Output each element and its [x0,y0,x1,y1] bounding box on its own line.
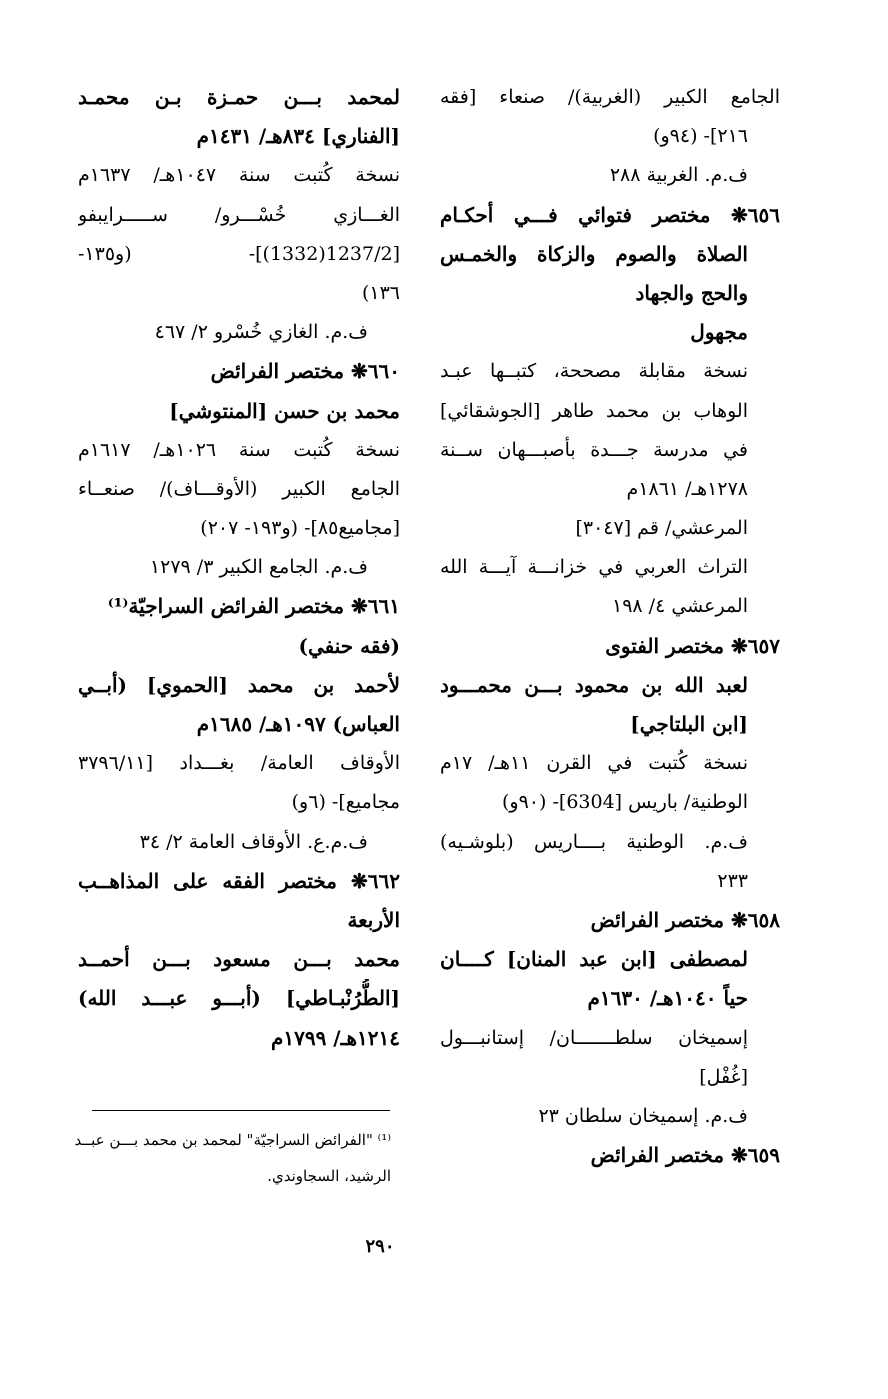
left-column-line: [الطُّرُنْبـاطي] (أبـــو عبـــد الله) [78,986,400,1011]
left-column-line: الجامع الكبير (الأوقـــاف)/ صنعــاء [78,477,400,500]
right-column-line: ٢٣٣ [717,869,748,892]
right-column-line: [غُفْل] [699,1065,748,1088]
right-column-line: ٢١٦]- (٩٤و) [653,125,748,148]
left-column-line: ٦٦٢❋ مختصر الفقه على المذاهــب [78,868,400,893]
left-column-line: [1237/2(1332)]- (و١٣٥- [78,242,400,265]
right-column-line: إسميخان سلطـــــــان/ إستانبـــول [440,1026,748,1049]
left-column-line: لمحمد بـــن حمـزة بـن محمـد [78,85,400,109]
right-column-line: الصلاة والصوم والزكاة والخمـس [440,241,748,266]
right-column-line: التراث العربي في خزانـــة آيـــة الله [440,556,748,579]
right-column-line: ٦٥٧❋ مختصر الفتوى [605,633,780,658]
right-column [440,78,780,1175]
right-column-line: ف.م. إسميخان سلطان ٢٣ [538,1104,748,1127]
left-column-line: ف.م. الجامع الكبير ٣/ ١٢٧٩ [149,556,368,579]
left-column-line: [مجاميع٨٥]- (و١٩٣- ٢٠٧) [200,517,400,540]
left-column-line: الأربعة [347,907,400,932]
left-column-line: محمد بن حسن [المنتوشي] [169,398,400,423]
right-column-line: [ابن البلتاجي] [630,712,748,736]
left-column [78,78,400,1058]
right-column-line: المرعشي/ قم [٣٠٤٧] [575,517,748,540]
right-column-line: المرعشي ٤/ ١٩٨ [612,595,748,618]
footnote [61,1122,391,1194]
right-column-line: والحج والجهاد [635,280,748,305]
left-column-line: الغـــازي خُسْـــرو/ ســـــرايبفو [78,203,400,226]
right-column-line: لمصطفى [ابن عبد المنان] كــــان [440,947,748,972]
right-column-line: الجامع الكبير (الغربية)/ صنعاء [فقه [440,86,780,108]
right-column-line: مجهول [690,320,748,345]
left-column-line: ٦٦١❋ مختصر الفرائض السراجيّة⁽¹⁾ [107,594,400,619]
left-column-line: ف.م.ع. الأوقاف العامة ٢/ ٣٤ [139,830,368,853]
left-column-line: [الفناري] ٨٣٤هـ/ ١٤٣١م [196,124,400,149]
right-column-line: الوطنية/ باريس [6304]- (٩٠و) [502,791,748,814]
footnote-separator [92,1110,390,1111]
left-column-line: الأوقاف العامة/ بغـــداد [٣٧٩٦/١١ [78,752,400,775]
page-number: ٢٩٠ [365,1236,395,1257]
left-column-line: نسخة كُتبت سنة ١٠٢٦هـ/ ١٦١٧م [78,438,400,461]
left-column-line: مجاميع]- (٦و) [291,791,400,814]
right-column-line: في مدرسة جـــدة بأصبـــهان ســنة [440,438,748,461]
right-column-line: الوهاب بن محمد طاهر [الجوشقائي] [440,399,748,422]
left-column-line: ف.م. الغازي خُسْرو ٢/ ٤٦٧ [154,321,368,344]
left-column-line: ١٣٦) [361,281,400,304]
right-column-line: ٦٥٩❋ مختصر الفرائض [590,1143,780,1168]
right-column-line: ٦٥٨❋ مختصر الفرائض [590,907,780,932]
right-column-line: ف.م. الوطنية بــــاريس (بلوشـيه) [440,830,748,853]
right-column-line: حياً ١٠٤٠هـ/ ١٦٣٠م [587,986,748,1011]
right-column-line: ٦٥٦❋ مختصر فتوائي فـــي أحكـام [440,202,780,227]
left-column-line: لأحمد بن محمد [الحموي] (أبــي [78,672,400,697]
right-column-line: نسخة كُتبت في القرن ١١هـ/ ١٧م [440,752,748,775]
footnote-line-1: ⁽¹⁾ "الفرائض السراجيّة" لمحمد بن محمد بـــن عبــد [74,1131,391,1149]
left-column-line: محمد بـــن مسعود بـــن أحمــد [78,947,400,972]
right-column-line: ف.م. الغربية ٢٨٨ [609,164,748,187]
right-column-line: ١٢٧٨هـ/ ١٨٦١م [626,477,748,500]
left-column-line: (فقه حنفي) [298,633,400,658]
left-column-line: ١٢١٤هـ/ ١٧٩٩م [270,1025,400,1050]
left-column-line: العباس) ١٠٩٧هـ/ ١٦٨٥م [196,712,400,736]
footnote-line-2: الرشيد، السجاوندي. [267,1167,391,1185]
left-column-line: ٦٦٠❋ مختصر الفرائض [210,359,400,384]
right-column-line: نسخة مقابلة مصححة، كتبــها عبـد [440,360,748,383]
right-column-line: لعبد الله بن محمود بـــن محمـــود [440,672,748,697]
left-column-line: نسخة كُتبت سنة ١٠٤٧هـ/ ١٦٣٧م [78,164,400,187]
